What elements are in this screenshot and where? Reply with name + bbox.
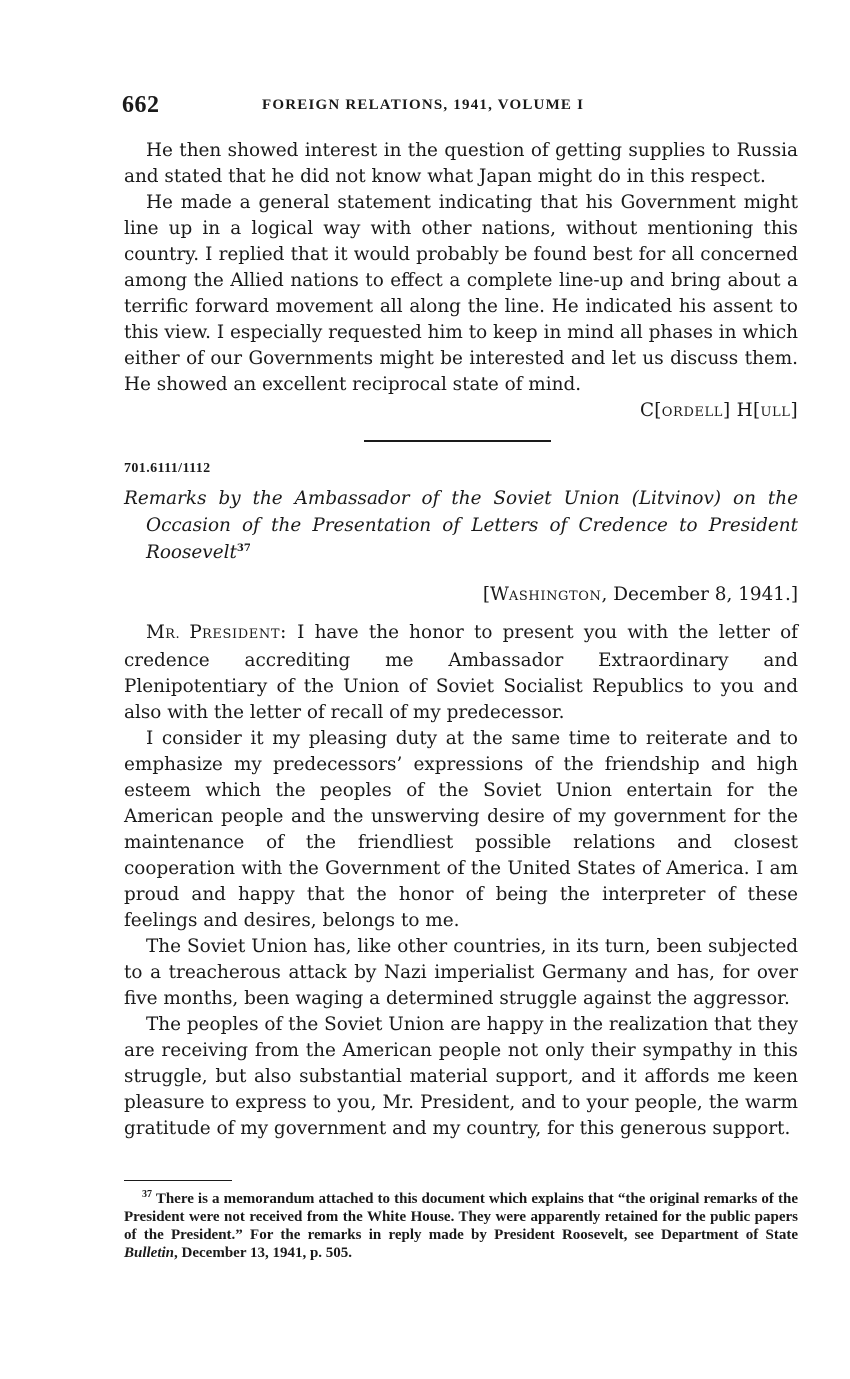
footnote-rule (124, 1180, 232, 1181)
remarks-paragraph-2: I consider it my pleasing duty at the same time to reiterate and to emphasize my predecessors’ expressions of the friendship and high esteem which the peoples of the Soviet Union entertain for the American people and the unswerving desire of my government for the maintenance of the friendliest possible relations and closest cooperation with the Government of the United States of America. I am proud and happy that the honor of being the interpreter of these feelings and desires, belongs to me. (124, 728, 798, 931)
remarks-paragraph-4: The peoples of the Soviet Union are happy in the realization that they are receiving from the American people not only their sympathy in this struggle, but also substantial material support, and it affords me keen pleasure to express to you, Mr. President, and to your people, the warm gratitude of my government and my country, for this generous support. (124, 1014, 798, 1139)
section-divider (364, 440, 551, 442)
footnote-italic-title: Bulletin (124, 1245, 175, 1261)
document-title: Remarks by the Ambassador of the Soviet Union (Litvinov) on the Occasion of the Presentation of Letters of Credence to President Roosevelt$^{37}$ (124, 488, 798, 563)
signature: C[ORDELL] H[ULL] (639, 400, 798, 421)
page-number: 662 (122, 92, 160, 118)
continuation-text (124, 138, 798, 426)
file-number: 701.6111/1112 (124, 461, 211, 476)
footnote-37: $^{37}$ There is a memorandum attached to this document which explains that “the original remarks of the President were not received from the White House. They were apparently retained for the public papers of the President.” For the remarks in reply made by President Roosevelt, see Department of State Bulletin, December 13, 1941, p. 505. (124, 1189, 798, 1261)
continuation-paragraph-2: He made a general statement indicating that his Government might line up in a logical way with other nations, without mentioning this country. I replied that it would probably be found best for all concerned among the Allied nations to effect a complete line-up and bring about a terrific forward movement all along the line. He indicated his assent to this view. I especially requested him to keep in mind all phases in which either of our Governments might be interested and let us discuss them. He showed an excellent reciprocal state of mind. (124, 192, 798, 395)
dateline: [WASHINGTON, December 8, 1941.] (482, 584, 798, 605)
remarks-text (124, 620, 798, 1142)
footnote-number: 37 (142, 1189, 152, 1200)
page-header (122, 92, 798, 122)
remarks-paragraph-3: The Soviet Union has, like other countries, in its turn, been subjected to a treacherous attack by Nazi imperialist Germany and has, for over five months, been waging a determined struggle against the aggressor. (124, 936, 798, 1009)
footnote-reference: 37 (236, 542, 251, 554)
remarks-paragraph-1: MR. PRESIDENT: I have the honor to present you with the letter of credence accrediting me Ambassador Extraordinary and Plenipotentiary of the Union of Soviet Socialist Republics to you and also with the letter of recall of my predecessor. (124, 622, 798, 723)
continuation-paragraph-1: He then showed interest in the question of getting supplies to Russia and stated that he did not know what Japan might do in this respect. (124, 140, 798, 187)
running-head: FOREIGN RELATIONS, 1941, VOLUME I (262, 97, 585, 113)
salutation: MR. PRESIDENT: (146, 622, 298, 643)
